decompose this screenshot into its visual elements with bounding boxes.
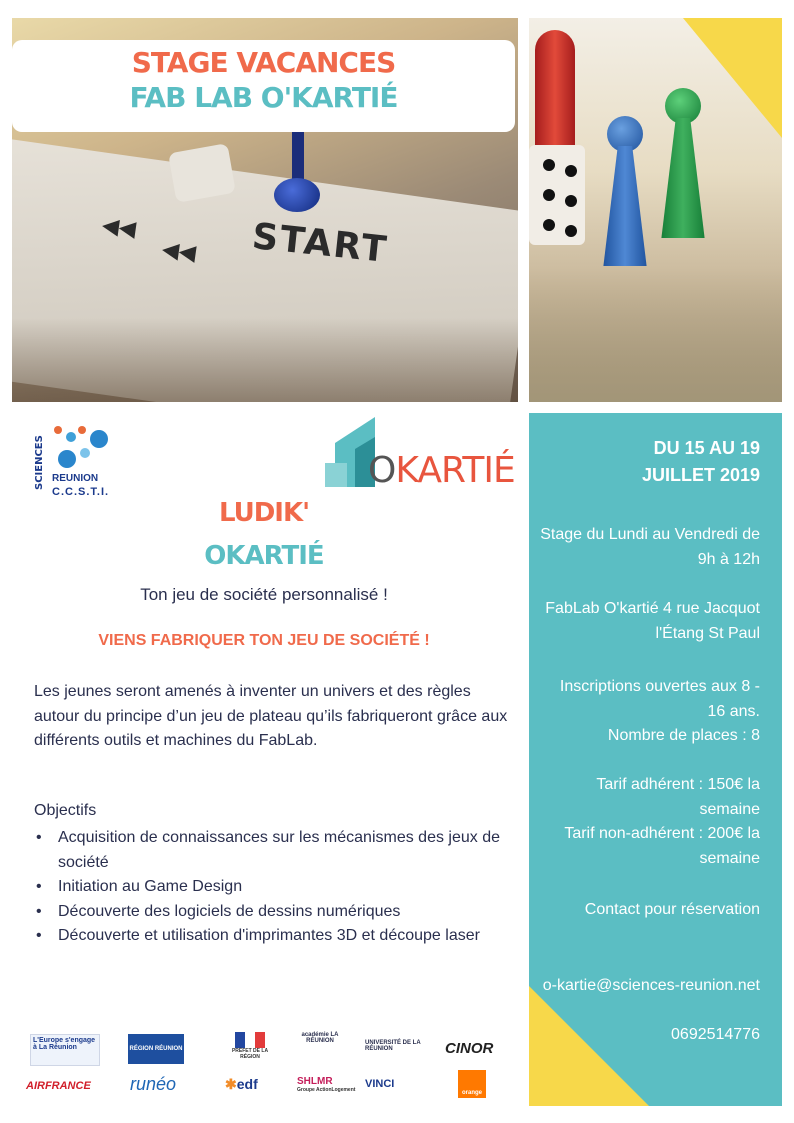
contact-label: Contact pour réservation	[584, 901, 760, 918]
yellow-corner-shape	[529, 986, 649, 1106]
title-line-1: STAGE VACANCES	[131, 46, 396, 79]
board-shadow	[12, 318, 518, 402]
places: Nombre de places : 8	[607, 727, 760, 744]
partner-logos	[20, 1030, 520, 1110]
description: Les jeunes seront amenés à inventer un univers et des règles autour du principe d’un jeu de plateau qu’ils fabriqueront grâce aux différents outils et machines du FabLab.	[34, 683, 508, 749]
schedule: Stage du Lundi au Vendredi de 9h à 12h	[540, 526, 760, 568]
europe-logo: L'Europe s'engage à La Réunion	[30, 1034, 100, 1066]
heading-okartie: OKARTIÉ	[204, 541, 324, 571]
vinci-logo: VINCI	[365, 1078, 395, 1090]
shlmr-sub-label: Groupe ActionLogement	[297, 1087, 356, 1093]
objectives-list	[34, 826, 518, 949]
list-item: • Découverte des logiciels de dessins numériques	[34, 900, 518, 925]
die-image	[529, 145, 585, 245]
sciences-logo-text: SCIENCES	[34, 435, 45, 490]
orange-logo: orange	[458, 1070, 486, 1098]
edf-logo	[225, 1076, 258, 1093]
photo-blur	[529, 268, 782, 402]
universite-logo: UNIVERSITÉ DE LA RÉUNION	[365, 1040, 421, 1052]
start-label: START	[250, 215, 390, 272]
edf-spark-icon: ✱	[225, 1076, 237, 1092]
sciences-reunion-label: REUNION	[52, 473, 99, 484]
arrow-icon: ◀◀	[160, 235, 198, 266]
location: FabLab O'kartié 4 rue Jacquot l'Étang St Paul	[545, 600, 760, 642]
title-line-2: FAB LAB O'KARTIÉ	[129, 81, 398, 114]
dates-line-1: DU 15 AU 19	[653, 438, 760, 458]
okartie-logo-rest: KARTIÉ	[395, 450, 515, 491]
tricolor-flag-icon	[235, 1032, 265, 1048]
arrow-icon: ◀◀	[100, 211, 138, 242]
sciences-molecule-icon	[52, 424, 112, 472]
contact-phone[interactable]: 0692514776	[671, 1026, 760, 1043]
objectives-label: Objectifs	[34, 802, 97, 819]
okartie-logo-text	[368, 450, 515, 491]
tarif-adherent: Tarif adhérent : 150€ la semaine	[596, 776, 760, 818]
tarif-non-adherent: Tarif non-adhérent : 200€ la semaine	[564, 825, 760, 867]
heading-ludik: LUDIK'	[218, 498, 310, 528]
list-item: • Découverte et utilisation d'imprimantes 3D et découpe laser	[34, 924, 518, 949]
title-card	[12, 40, 515, 132]
dates-line-2: JUILLET 2019	[641, 465, 760, 485]
runeo-logo: runéo	[130, 1074, 177, 1094]
contact-email[interactable]: o-kartie@sciences-reunion.net	[542, 977, 760, 994]
inscriptions: Inscriptions ouvertes aux 8 - 16 ans.	[559, 678, 760, 720]
yellow-corner-shape	[683, 18, 782, 138]
cinor-logo: CINOR	[445, 1040, 494, 1057]
region-logo: RÉGION RÉUNION	[128, 1034, 184, 1064]
list-item: • Acquisition de connaissances sur les mécanismes des jeux de société	[34, 826, 518, 875]
die-image	[168, 143, 236, 203]
sciences-ccsti-label: C.C.S.T.I.	[52, 486, 110, 498]
tagline: Ton jeu de société personnalisé !	[140, 585, 388, 604]
prefet-logo	[225, 1032, 275, 1062]
okartie-logo-o: O	[368, 450, 396, 491]
prefet-label: PRÉFET DE LA RÉGION	[231, 1048, 269, 1060]
academie-logo: académie LA RÉUNION	[301, 1032, 339, 1044]
airfrance-logo: AIRFRANCE	[26, 1080, 91, 1092]
pawn-head	[274, 178, 320, 212]
blue-pawn-image	[601, 116, 649, 266]
info-panel	[529, 413, 782, 1106]
call-to-action: VIENS FABRIQUER TON JEU DE SOCIÉTÉ !	[98, 632, 430, 649]
dates	[540, 435, 760, 489]
edf-label: edf	[236, 1076, 258, 1092]
list-item: • Initiation au Game Design	[34, 875, 518, 900]
shlmr-logo	[297, 1076, 355, 1093]
shlmr-label: SHLMR	[297, 1076, 333, 1087]
